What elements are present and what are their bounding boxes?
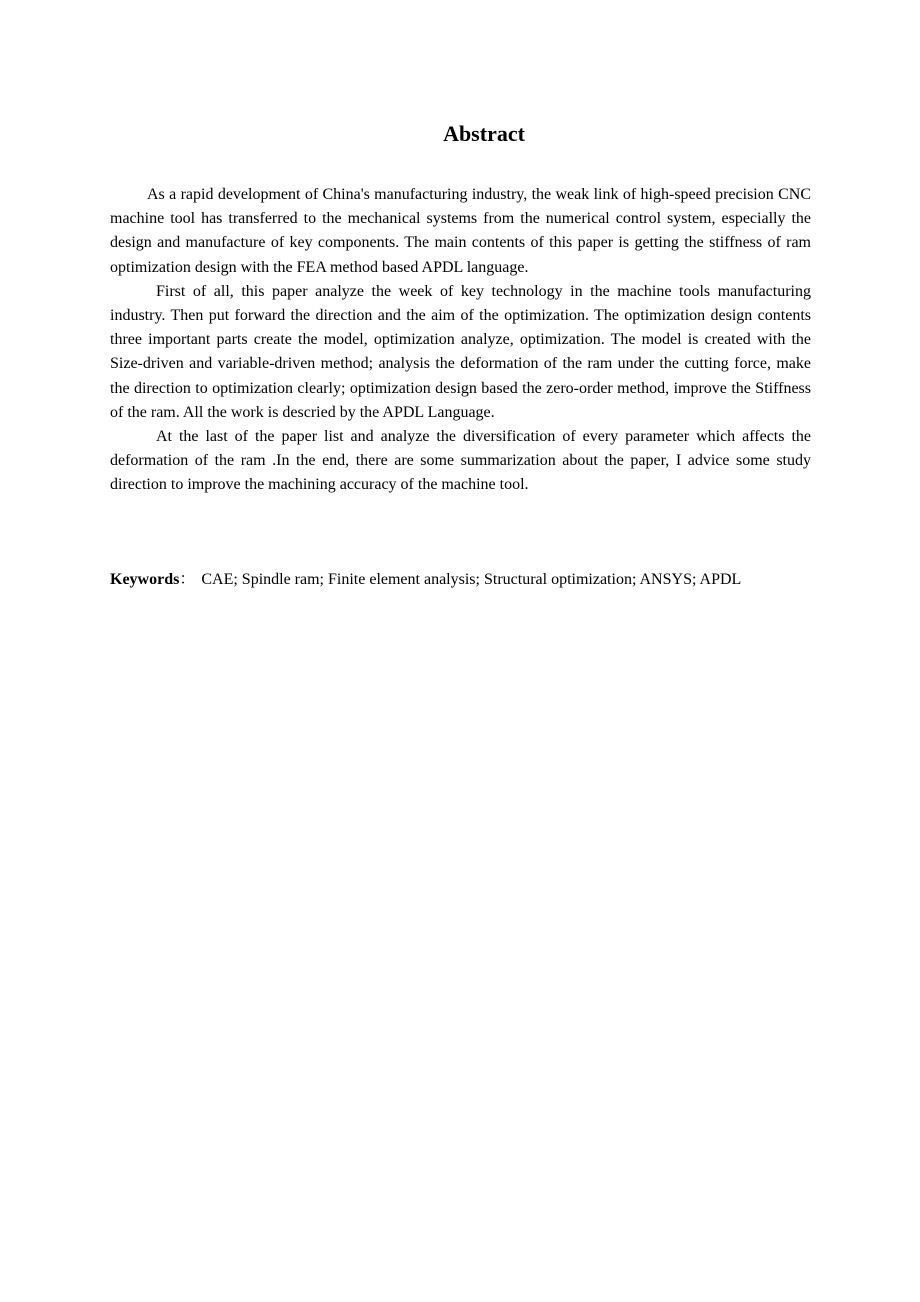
- keywords-separator: ：: [179, 571, 196, 588]
- abstract-paragraph-3: At the last of the paper list and analyze the diversification of every parameter which affects the deformation of the ram .In the end, there are some summarization about the paper, I advice some study direction to improve the machining accuracy of the machine tool.: [110, 428, 811, 494]
- abstract-body: [110, 183, 811, 498]
- keywords-text: CAE; Spindle ram; Finite element analysis; Structural optimization; ANSYS; APDL: [201, 571, 742, 588]
- keywords-line: [110, 568, 811, 592]
- abstract-paragraph-2: First of all, this paper analyze the week of key technology in the machine tools manufacturing industry. Then put forward the direction and the aim of the optimization. The optimization design contents three important parts create the model, optimization analyze, optimization. The model is created with the Size-driven and variable-driven method; analysis the deformation of the ram under the cutting force, make the direction to optimization clearly; optimization design based the zero-order method, improve the Stiffness of the ram. All the work is descried by the APDL Language.: [110, 282, 811, 421]
- abstract-paragraph-1: As a rapid development of China's manufacturing industry, the weak link of high-speed precision CNC machine tool has transferred to the mechanical systems from the numerical control system, especially the design and manufacture of key components. The main contents of this paper is getting the stiffness of ram optimization design with the FEA method based APDL language.: [110, 186, 811, 276]
- keywords-label: Keywords: [110, 571, 180, 588]
- abstract-title: Abstract: [443, 121, 525, 146]
